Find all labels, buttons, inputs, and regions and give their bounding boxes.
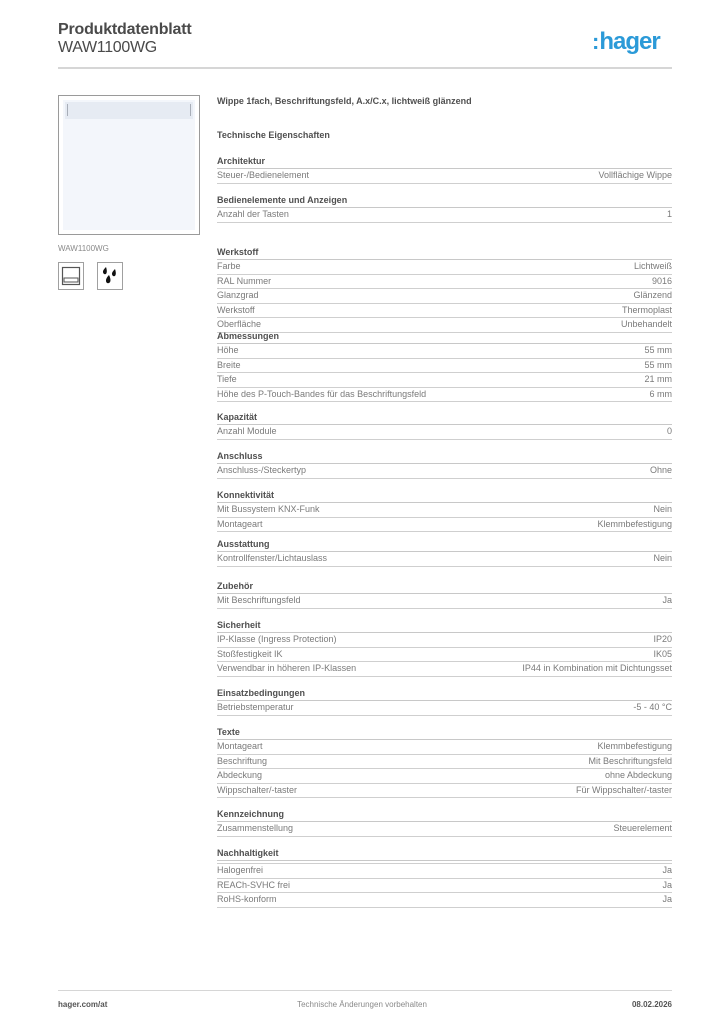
spec-row (217, 755, 672, 770)
spec-row (217, 662, 672, 677)
spec-value: 55 mm (644, 359, 672, 370)
spec-row (217, 425, 672, 440)
spec-row (217, 275, 672, 290)
spec-section-header: Abmessungen (217, 330, 672, 344)
spec-label: RoHS-konform (217, 894, 277, 905)
spec-label: Anzahl der Tasten (217, 209, 289, 219)
spec-label: Tiefe (217, 374, 237, 385)
spec-value: 9016 (651, 275, 672, 286)
spec-row (217, 464, 672, 479)
spec-section (217, 450, 672, 479)
spec-value: Unbehandelt (620, 319, 672, 330)
spec-value: Ja (662, 865, 672, 875)
spec-row (217, 879, 672, 894)
spec-value: Ohne (649, 465, 672, 475)
spec-value: IK05 (653, 648, 672, 659)
spec-section-header: Bedienelemente und Anzeigen (217, 194, 672, 208)
spec-label: Abdeckung (217, 770, 263, 781)
spec-section-header: Nachhaltigkeit (217, 847, 672, 861)
footer-website-link[interactable]: hager.com/at (58, 1000, 108, 1009)
spec-value: Mit Beschriftungsfeld (588, 755, 672, 766)
spec-label: Glanzgrad (217, 290, 259, 301)
spec-label: Anzahl Module (217, 426, 277, 436)
spec-row (217, 304, 672, 319)
spec-section (217, 330, 672, 402)
spec-value: 1 (666, 209, 672, 219)
spec-row (217, 359, 672, 374)
spec-section-header: Einsatzbedingungen (217, 687, 672, 701)
article-number: WAW1100WG (58, 39, 157, 56)
spec-section (217, 194, 672, 223)
spec-label: Steuer-/Bedienelement (217, 170, 310, 180)
spec-row (217, 633, 672, 648)
document-title: Produktdatenblatt (58, 21, 192, 38)
spec-value: Thermoplast (621, 304, 672, 315)
spec-row (217, 260, 672, 275)
footer-divider (58, 990, 672, 991)
spec-row (217, 388, 672, 403)
spec-value: Für Wippschalter/-taster (575, 784, 672, 795)
spec-value: Ja (662, 879, 672, 890)
spec-label: Montageart (217, 518, 263, 529)
spec-label: Höhe des P-Touch-Bandes für das Beschriftungsfeld (217, 388, 427, 399)
spec-value: -5 - 40 °C (633, 702, 672, 712)
spec-section (217, 619, 672, 677)
spec-label: Kontrollfenster/Lichtauslass (217, 553, 328, 563)
spec-row (217, 373, 672, 388)
spec-label: RAL Nummer (217, 275, 272, 286)
footer-disclaimer: Technische Änderungen vorbehalten (297, 1000, 427, 1009)
spec-section (217, 687, 672, 716)
spec-value: Klemmbefestigung (597, 518, 672, 529)
spec-row (217, 208, 672, 223)
spec-value: IP20 (653, 634, 672, 644)
spec-section-header: Architektur (217, 155, 672, 169)
spec-label: Wippschalter/-taster (217, 784, 298, 795)
spec-value: 55 mm (644, 345, 672, 355)
spec-section (217, 847, 672, 908)
spec-value: Lichtweiß (633, 261, 672, 271)
spec-value: Vollflächige Wippe (598, 170, 672, 180)
spec-label: Verwendbar in höheren IP-Klassen (217, 663, 357, 674)
spec-row (217, 769, 672, 784)
rocker-switch-image (63, 100, 195, 230)
spec-value: 6 mm (649, 388, 672, 399)
spec-row (217, 864, 672, 879)
spec-section-header: Werkstoff (217, 246, 672, 260)
spec-label: Beschriftung (217, 755, 268, 766)
spec-section-header: Texte (217, 726, 672, 740)
spec-section (217, 411, 672, 440)
spec-row (217, 740, 672, 755)
spec-label: Zusammenstellung (217, 823, 294, 833)
spec-label: Oberfläche (217, 319, 262, 330)
spec-value: Ja (662, 595, 672, 605)
spec-label: Anschluss-/Steckertyp (217, 465, 307, 475)
spec-label: Montageart (217, 741, 263, 751)
spec-section-header: Kennzeichnung (217, 808, 672, 822)
spec-label: Mit Bussystem KNX-Funk (217, 504, 320, 514)
product-image (58, 95, 200, 235)
spec-section (217, 538, 672, 567)
spec-value: 21 mm (644, 374, 672, 385)
spec-label: Werkstoff (217, 304, 255, 315)
spec-section-header: Konnektivität (217, 489, 672, 503)
spec-value: ohne Abdeckung (604, 770, 672, 781)
spec-section-header: Sicherheit (217, 619, 672, 633)
spec-row (217, 344, 672, 359)
spec-value: Nein (653, 553, 672, 563)
spec-row (217, 893, 672, 908)
product-title: Wippe 1fach, Beschriftungsfeld, A.x/C.x, lichtweiß glänzend (217, 96, 472, 106)
image-caption: WAW1100WG (58, 244, 109, 253)
spec-label: Mit Beschriftungsfeld (217, 595, 301, 605)
labeling-field-icon (58, 262, 84, 290)
header-divider (58, 67, 672, 69)
spec-row (217, 648, 672, 663)
spec-row (217, 169, 672, 184)
spec-label: Halogenfrei (217, 865, 264, 875)
spec-value: Klemmbefestigung (597, 741, 672, 751)
section-title-technical: Technische Eigenschaften (217, 130, 330, 140)
logo-text: hager (599, 28, 660, 55)
spec-value: Ja (662, 894, 672, 905)
spec-label: IP-Klasse (Ingress Protection) (217, 634, 337, 644)
spec-label: Breite (217, 359, 241, 370)
spec-section (217, 808, 672, 837)
spec-value: Glänzend (633, 290, 672, 301)
spec-row (217, 701, 672, 716)
spec-value: Steuerelement (613, 823, 672, 833)
spec-label: Stoßfestigkeit IK (217, 648, 283, 659)
spec-section (217, 155, 672, 184)
spec-label: Farbe (217, 261, 241, 271)
spec-label: REACh-SVHC frei (217, 879, 291, 890)
spec-row (217, 594, 672, 609)
spec-section (217, 489, 672, 532)
spec-row (217, 822, 672, 837)
spec-row (217, 289, 672, 304)
spec-value: IP44 in Kombination mit Dichtungsset (522, 663, 672, 674)
spec-row (217, 552, 672, 567)
hager-logo (592, 28, 660, 56)
spec-value: Nein (653, 504, 672, 514)
spec-row (217, 518, 672, 533)
spec-section-header: Ausstattung (217, 538, 672, 552)
footer-date: 08.02.2026 (631, 1000, 672, 1009)
spec-label: Höhe (217, 345, 239, 355)
logo-dots: : (592, 29, 599, 54)
spec-row (217, 784, 672, 799)
spec-section (217, 726, 672, 798)
spec-section-header: Anschluss (217, 450, 672, 464)
spec-value: 0 (666, 426, 672, 436)
spec-section (217, 246, 672, 333)
water-drops-icon (97, 262, 123, 290)
spec-section-header: Zubehör (217, 580, 672, 594)
spec-section (217, 580, 672, 609)
spec-label: Betriebstemperatur (217, 702, 294, 712)
spec-row (217, 503, 672, 518)
spec-section-header: Kapazität (217, 411, 672, 425)
labeling-field (65, 102, 193, 119)
